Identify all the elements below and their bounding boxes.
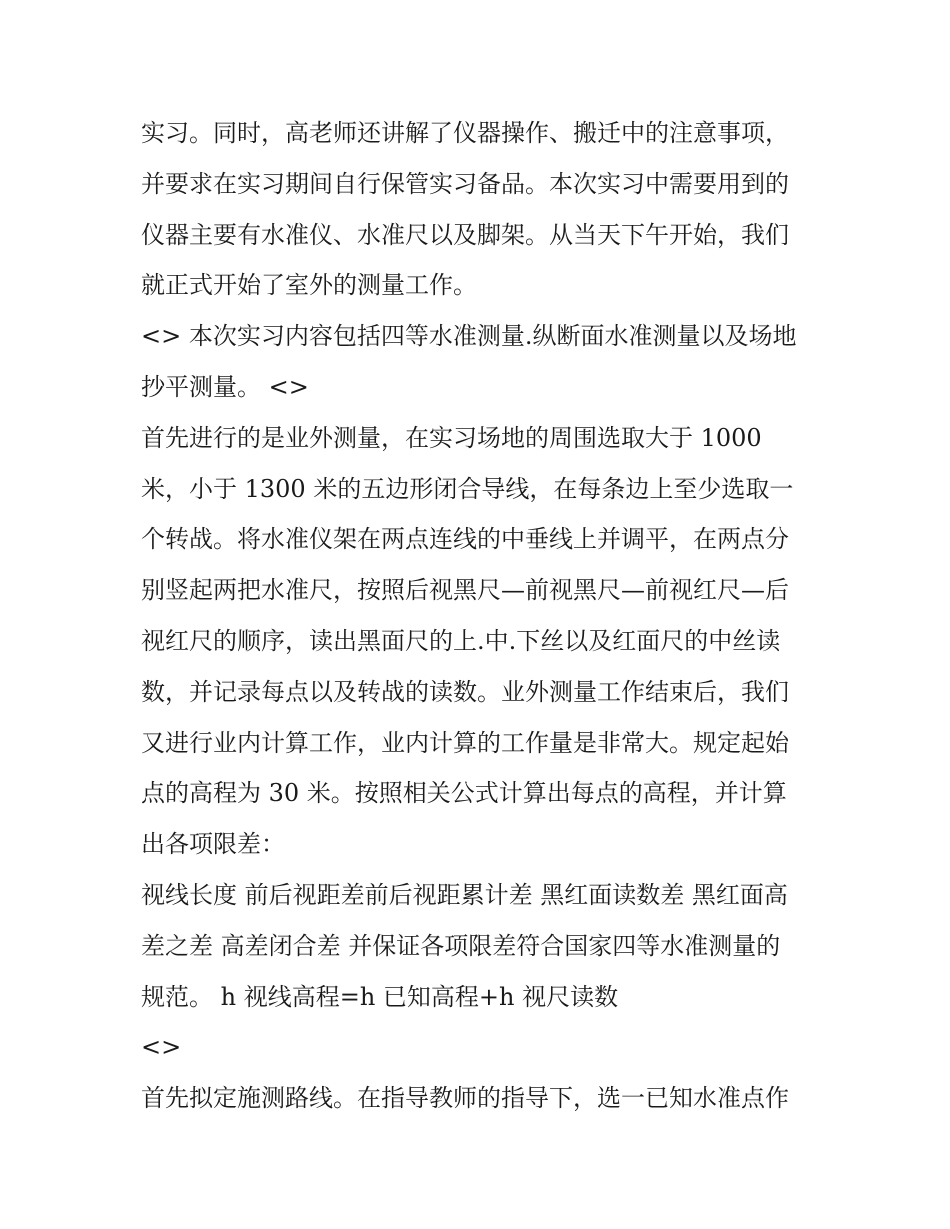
text-line: 点的高程为 30 米。按照相关公式计算出每点的高程，并计算 bbox=[141, 779, 787, 808]
text-line: 数，并记录每点以及转战的读数。业外测量工作结束后，我们 bbox=[141, 677, 789, 706]
text-line: 抄平测量。 <> bbox=[141, 372, 309, 401]
text-line: 首先进行的是业外测量，在实习场地的周围选取大于 1000 bbox=[141, 423, 762, 452]
text-line: 又进行业内计算工作，业内计算的工作量是非常大。规定起始 bbox=[141, 728, 789, 757]
text-line: 首先拟定施测路线。在指导教师的指导下，选一已知水准点作 bbox=[141, 1084, 789, 1113]
text-line: 实习。同时，高老师还讲解了仪器操作、搬迁中的注意事项， bbox=[141, 119, 789, 147]
text-line: 别竖起两把水准尺，按照后视黑尺—前视黑尺—前视红尺—后 bbox=[141, 576, 789, 605]
text-line: 个转战。将水准仪架在两点连线的中垂线上并调平，在两点分 bbox=[141, 525, 789, 554]
text-line: <> 本次实习内容包括四等水准测量.纵断面水准测量以及场地 bbox=[141, 322, 797, 351]
text-line: 仪器主要有水准仪、水准尺以及脚架。从当天下午开始，我们 bbox=[141, 220, 789, 249]
text-line: 视红尺的顺序，读出黑面尺的上.中.下丝以及红面尺的中丝读 bbox=[141, 626, 781, 655]
text-line: 差之差 高差闭合差 并保证各项限差符合国家四等水准测量的 bbox=[141, 931, 781, 960]
text-line: 出各项限差： bbox=[141, 830, 285, 859]
text-line: 米，小于 1300 米的五边形闭合导线，在每条边上至少选取一 bbox=[141, 474, 794, 503]
text-line: 就正式开始了室外的测量工作。 bbox=[141, 271, 477, 300]
text-line: <> bbox=[141, 1033, 182, 1062]
document-body bbox=[141, 108, 821, 1124]
text-line: 规范。 h 视线高程=h 已知高程+h 视尺读数 bbox=[141, 982, 619, 1011]
text-line: 并要求在实习期间自行保管实习备品。本次实习中需要用到的 bbox=[141, 169, 789, 198]
text-line: 视线长度 前后视距差前后视距累计差 黑红面读数差 黑红面高 bbox=[141, 880, 788, 909]
